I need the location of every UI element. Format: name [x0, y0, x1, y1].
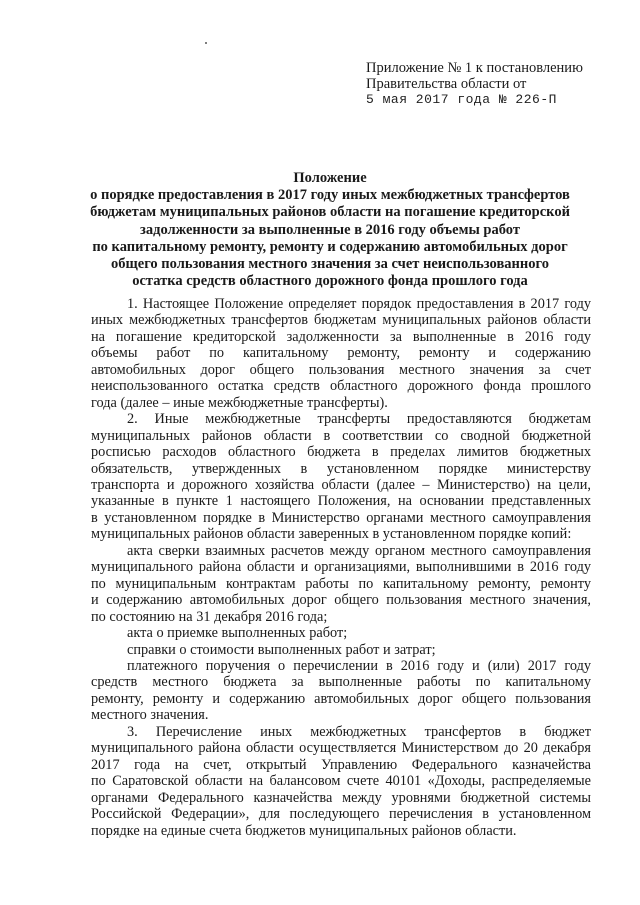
- text-line: муниципального района области осуществляется Министерством до 20 декабря: [91, 740, 591, 757]
- text-line: 2. Иные межбюджетные трансферты предоставляются бюджетам: [127, 411, 591, 428]
- attachment-line-2: Правительства области от: [366, 76, 527, 92]
- title-line: по капитальному ремонту, ремонту и содержанию автомобильных дорог: [92, 238, 568, 255]
- scan-speck: [205, 42, 207, 44]
- text-line: по муниципальным контрактам работы по капитальному ремонту, ремонту: [91, 575, 591, 592]
- title-line: о порядке предоставления в 2017 году иных межбюджетных трансфертов: [90, 187, 570, 204]
- text-line: Российской Федерации», для последующего перечисления в установленном: [91, 806, 591, 823]
- title-line: общего пользования местного значения за счет неиспользованного: [111, 256, 549, 273]
- text-line: по состоянию на 31 декабря 2016 года;: [91, 608, 328, 625]
- document-body: [91, 296, 591, 839]
- text-line: муниципальных районов области в соответствии со сводной бюджетной: [91, 427, 591, 444]
- text-line: 1. Настоящее Положение определяет порядок предоставления в 2017 году: [127, 296, 591, 312]
- text-line: по Саратовской области на балансовом счете 40101 «Доходы, распределяемые: [91, 773, 591, 790]
- text-line: средств местного бюджета за выполненные работы по капитальному: [91, 674, 591, 691]
- title-line: остатка средств областного дорожного фонда прошлого года: [132, 273, 528, 290]
- paragraph-1: [91, 296, 591, 411]
- title-line: бюджетам муниципальных районов области на погашение кредиторской: [90, 204, 570, 221]
- text-line: неиспользованного остатка средств областного дорожного фонда прошлого: [91, 378, 591, 395]
- text-line: автомобильных дорог общего пользования местного значения за счет: [91, 361, 591, 378]
- text-line: на погашение кредиторской задолженности за выполненные в 2016 году: [91, 328, 591, 345]
- text-line: 3. Перечисление иных межбюджетных трансфертов в бюджет: [127, 723, 591, 740]
- text-line: муниципальных районов области заверенных в установленном порядке копий:: [91, 526, 572, 543]
- text-line: местного значения.: [91, 707, 209, 724]
- text-line: и содержанию автомобильных дорог общего пользования местного значения,: [91, 592, 591, 609]
- attachment-header: [366, 60, 616, 108]
- text-line: указанные в пункте 1 настоящего Положения, на основании представленных: [91, 493, 591, 510]
- text-line: 2017 года на счет, открытый Управлению Федерального казначейства: [91, 756, 591, 773]
- text-line: года (далее – иные межбюджетные трансферты).: [91, 394, 388, 411]
- text-line: платежного поручения о перечислении в 2016 году и (или) 2017 году: [127, 657, 591, 674]
- text-line: справки о стоимости выполненных работ и затрат;: [127, 641, 436, 658]
- document-title: [60, 170, 600, 290]
- title-line: Положение: [293, 170, 367, 186]
- text-line: ремонту, ремонту и содержанию автомобильных дорог общего пользования: [91, 690, 591, 707]
- text-line: акта сверки взаимных расчетов между органом местного самоуправления: [127, 542, 591, 559]
- title-line: задолженности за выполненные в 2016 году объемы работ: [140, 221, 520, 238]
- paragraph-5: [91, 642, 591, 658]
- paragraph-7: [91, 724, 591, 839]
- paragraph-4: [91, 625, 591, 641]
- attachment-date-line: 5 мая 2017 года № 226-П: [366, 92, 557, 107]
- attachment-line-1: Приложение № 1 к постановлению: [366, 60, 583, 76]
- text-line: транспорта и дорожного хозяйства области (далее – Министерство) на цели,: [91, 476, 591, 493]
- text-line: объемы работ по капитальному ремонту, ремонту и содержанию: [91, 345, 591, 362]
- text-line: в установленном порядке в Министерство органами местного самоуправления: [91, 509, 591, 526]
- text-line: муниципального района области и организациями, выполнившими в 2016 году: [91, 559, 591, 576]
- text-line: акта о приемке выполненных работ;: [127, 625, 348, 642]
- text-line: порядке на единые счета бюджетов муниципальных районов области.: [91, 822, 517, 839]
- paragraph-6: [91, 658, 591, 724]
- text-line: иных межбюджетных трансфертов бюджетам муниципальных районов области: [91, 312, 591, 329]
- text-line: росписью расходов областного бюджета в пределах лимитов бюджетных: [91, 444, 591, 461]
- paragraph-2: [91, 411, 591, 543]
- paragraph-3: [91, 543, 591, 625]
- text-line: органами Федерального казначейства между уровнями бюджетной системы: [91, 789, 591, 806]
- text-line: обязательств, утвержденных в установленном порядке министерству: [91, 460, 591, 477]
